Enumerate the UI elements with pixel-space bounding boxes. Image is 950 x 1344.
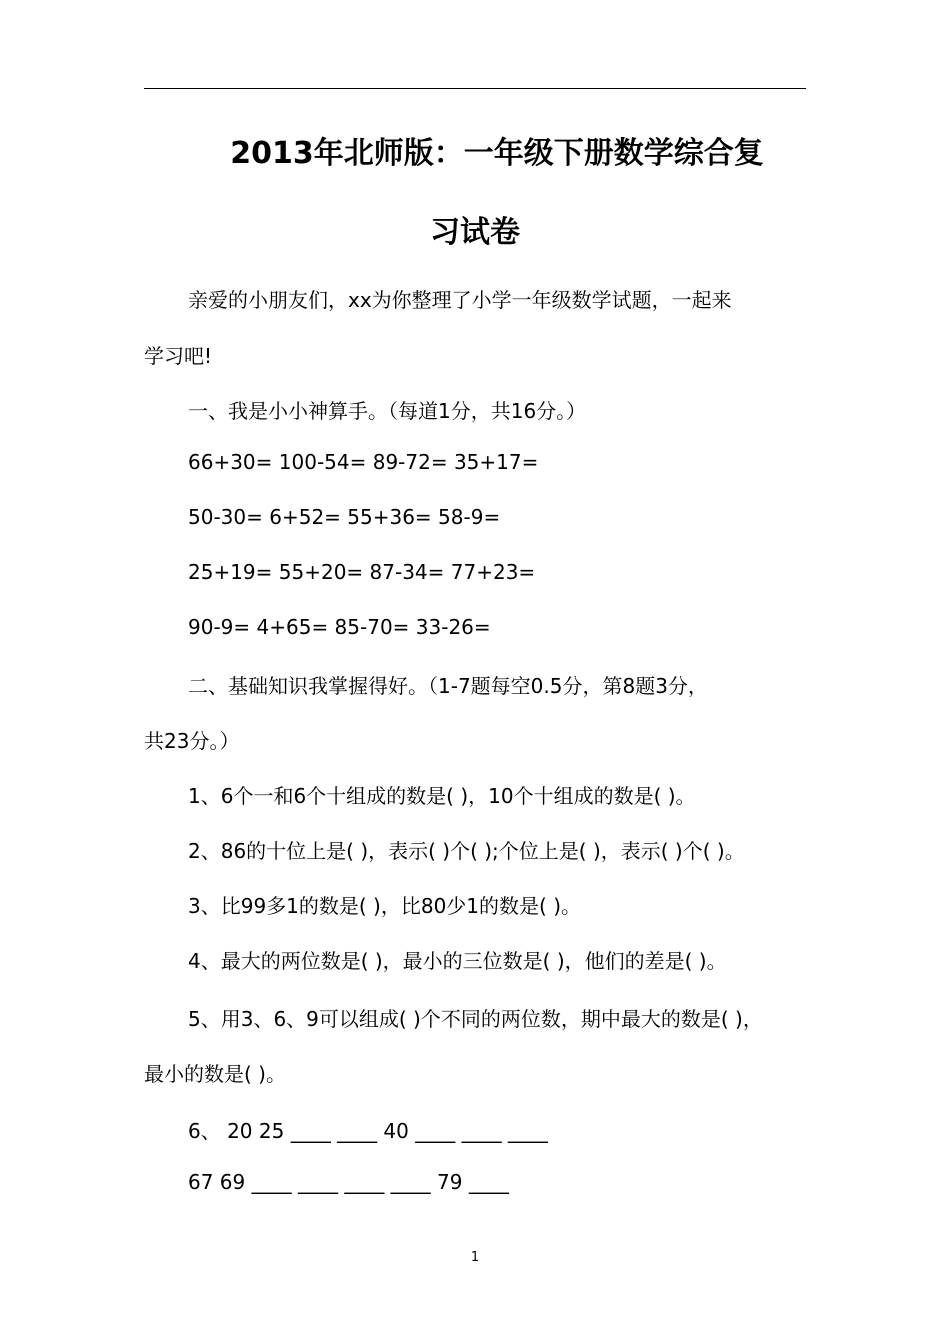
intro-line2: 学习吧! <box>144 344 213 368</box>
question-6-line1: 6、 20 25 ____ ____ 40 ____ ____ ____ <box>188 1119 548 1143</box>
intro-line1: 亲爱的小朋友们，xx为你整理了小学一年级数学试题，一起来 <box>188 288 732 312</box>
section2-heading-line1: 二、基础知识我掌握得好。（1-7题每空0.5分，第8题3分， <box>188 674 708 698</box>
arithmetic-row: 25+19= 55+20= 87-34= 77+23= <box>188 560 536 584</box>
question-3: 3、比99多1的数是( )，比80少1的数是( )。 <box>188 894 581 918</box>
page-number: 1 <box>470 1250 480 1265</box>
question-2: 2、86的十位上是( )，表示( )个( );个位上是( )，表示( )个( )。 <box>188 839 745 863</box>
question-4: 4、最大的两位数是( )，最小的三位数是( )，他们的差是( )。 <box>188 949 727 973</box>
question-6-line2: 67 69 ____ ____ ____ ____ 79 ____ <box>188 1170 509 1194</box>
arithmetic-row: 50-30= 6+52= 55+36= 58-9= <box>188 505 501 529</box>
question-5-line2: 最小的数是( )。 <box>144 1062 286 1086</box>
document-title-line1: 2013年北师版：一年级下册数学综合复 <box>230 136 764 171</box>
header-rule <box>144 88 806 89</box>
document-title-line2: 习试卷 <box>430 215 520 250</box>
section1-heading: 一、我是小小神算手。（每道1分，共16分。） <box>188 399 587 423</box>
question-1: 1、6个一和6个十组成的数是( )，10个十组成的数是( )。 <box>188 784 696 808</box>
section2-heading-line2: 共23分。） <box>144 729 240 753</box>
arithmetic-row: 66+30= 100-54= 89-72= 35+17= <box>188 450 539 474</box>
question-5-line1: 5、用3、6、9可以组成( )个不同的两位数，期中最大的数是( )， <box>188 1007 763 1031</box>
arithmetic-row: 90-9= 4+65= 85-70= 33-26= <box>188 615 491 639</box>
